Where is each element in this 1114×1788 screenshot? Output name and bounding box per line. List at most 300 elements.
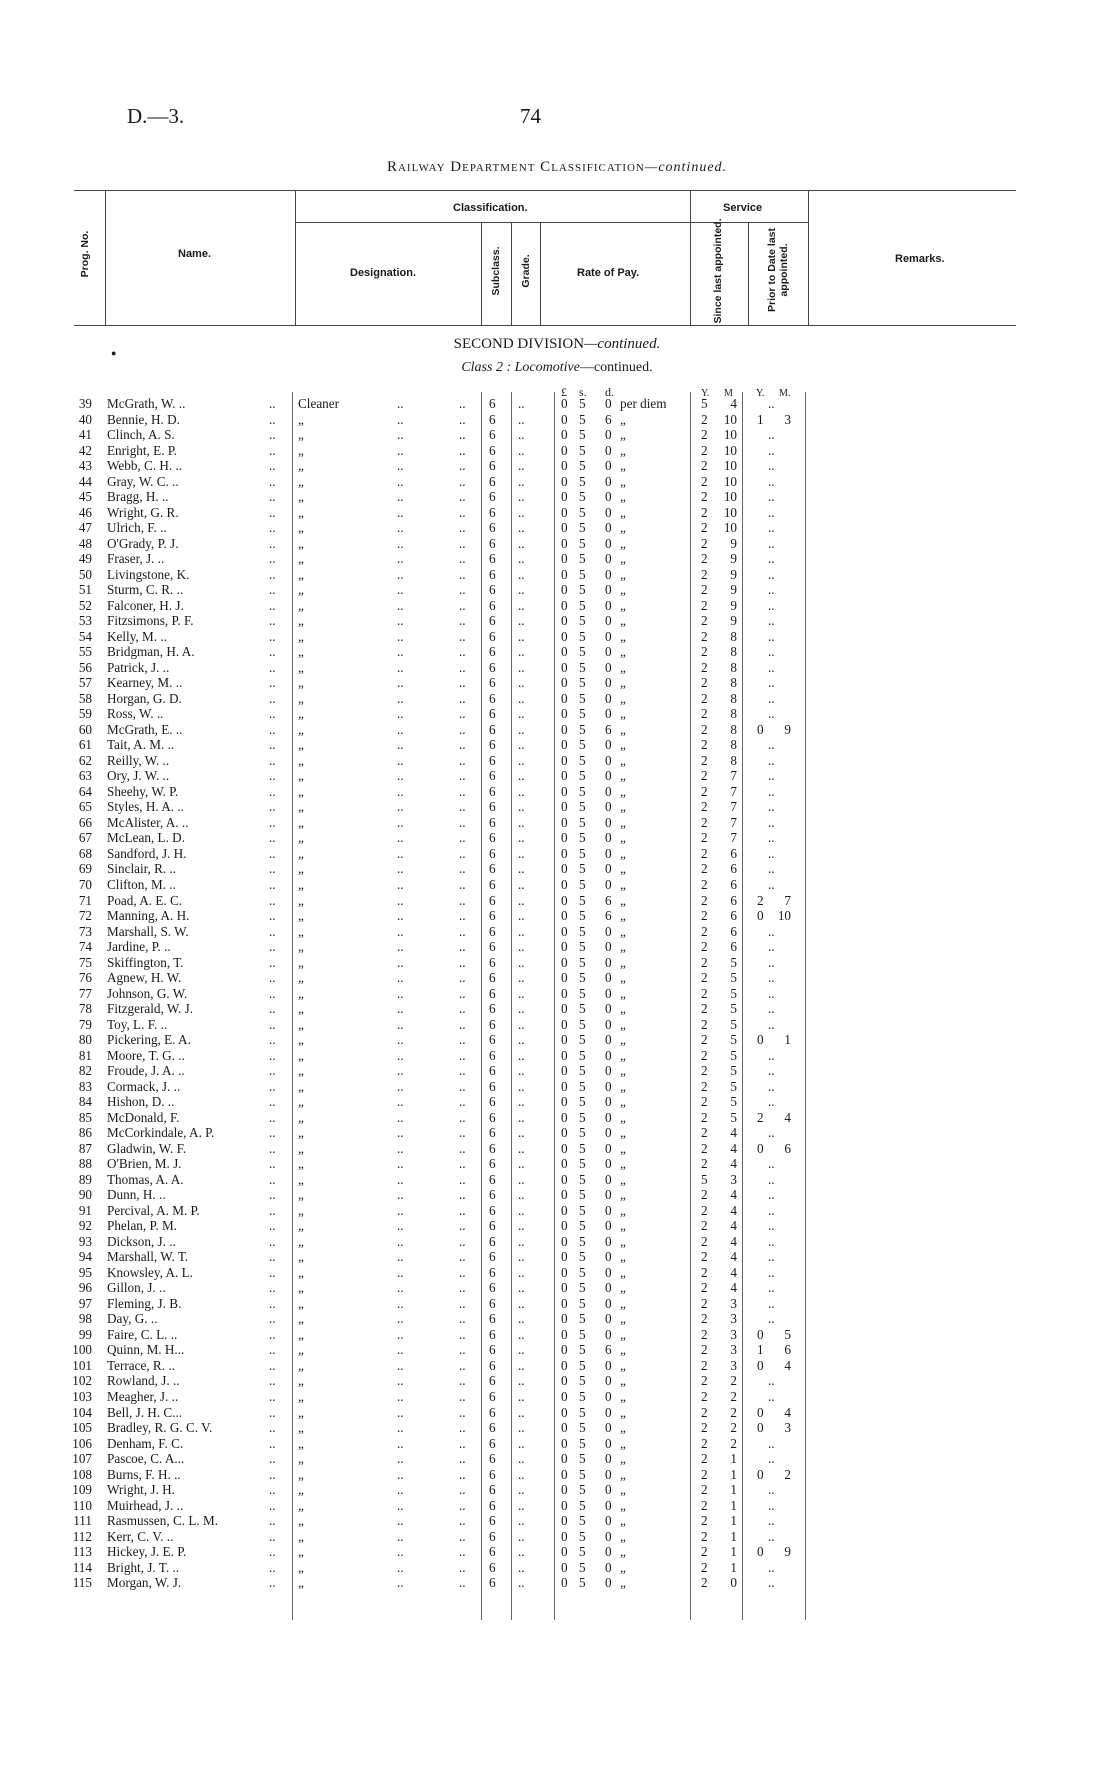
rate-shillings: 5 — [579, 1187, 586, 1203]
employee-name: Bridgman, H. A. — [107, 644, 195, 660]
leader-dots: .. — [459, 1047, 466, 1063]
since-years: 2 — [701, 582, 708, 598]
leader-dots: .. — [269, 799, 276, 815]
since-years: 2 — [701, 1451, 708, 1467]
employee-name: Sandford, J. H. — [107, 845, 187, 861]
rate-pounds: 0 — [561, 923, 568, 939]
since-years: 2 — [701, 845, 708, 861]
since-years: 2 — [701, 1559, 708, 1575]
employee-name: Fitzgerald, W. J. — [107, 1001, 194, 1017]
since-years: 2 — [701, 768, 708, 784]
rate-unit: „ — [620, 1047, 626, 1063]
rate-pence: 0 — [605, 582, 612, 598]
empty-leader-dots: .. — [768, 396, 775, 411]
employee-name: Moore, T. G. .. — [107, 1047, 185, 1063]
since-months: 8 — [730, 628, 737, 644]
empty-leader-dots: .. — [768, 1094, 775, 1110]
leader-dots: .. — [518, 970, 525, 986]
col-name: Name. — [178, 248, 212, 260]
rate-pence: 0 — [605, 954, 612, 970]
since-years: 5 — [701, 396, 708, 411]
rate-unit: „ — [620, 1528, 626, 1544]
subclass: 6 — [489, 644, 496, 660]
designation: „ — [298, 659, 304, 675]
leader-dots: .. — [459, 659, 466, 675]
leader-dots: .. — [518, 628, 525, 644]
leader-dots: .. — [459, 814, 466, 830]
since-years: 2 — [701, 1001, 708, 1017]
prog-number: 74 — [78, 939, 92, 955]
leader-dots: .. — [397, 1171, 404, 1187]
leader-dots: .. — [397, 473, 404, 489]
subclass: 6 — [489, 970, 496, 986]
empty-leader-dots: .. — [768, 535, 775, 551]
leader-dots: .. — [518, 535, 525, 551]
rate-pence: 0 — [605, 1280, 612, 1296]
since-years: 2 — [701, 1342, 708, 1358]
rate-pence: 0 — [605, 675, 612, 691]
employee-name: Quinn, M. H... — [107, 1342, 185, 1358]
leader-dots: .. — [459, 675, 466, 691]
subclass: 6 — [489, 985, 496, 1001]
table-row — [0, 1001, 1114, 1017]
since-months: 9 — [730, 551, 737, 567]
prog-number: 88 — [78, 1156, 92, 1172]
subclass: 6 — [489, 1016, 496, 1032]
leader-dots: .. — [518, 1326, 525, 1342]
designation: „ — [298, 721, 304, 737]
subclass: 6 — [489, 1482, 496, 1498]
leader-dots: .. — [518, 1109, 525, 1125]
since-months: 4 — [730, 1249, 737, 1265]
rate-pence: 0 — [605, 799, 612, 815]
since-months: 10 — [723, 473, 737, 489]
prog-number: 65 — [78, 799, 92, 815]
leader-dots: .. — [518, 1016, 525, 1032]
subclass: 6 — [489, 1295, 496, 1311]
rate-pence: 0 — [605, 768, 612, 784]
leader-dots: .. — [518, 1233, 525, 1249]
leader-dots: .. — [269, 1404, 276, 1420]
rate-shillings: 5 — [579, 861, 586, 877]
subclass: 6 — [489, 1001, 496, 1017]
rate-pence: 0 — [605, 1326, 612, 1342]
rate-pounds: 0 — [561, 954, 568, 970]
rate-pounds: 0 — [561, 970, 568, 986]
rate-pounds: 0 — [561, 737, 568, 753]
since-years: 2 — [701, 737, 708, 753]
header-divider — [690, 190, 691, 325]
rate-pounds: 0 — [561, 1295, 568, 1311]
rate-pence: 0 — [605, 1435, 612, 1451]
rate-unit: „ — [620, 1389, 626, 1404]
leader-dots: .. — [269, 1528, 276, 1544]
leader-dots: .. — [397, 1482, 404, 1498]
leader-dots: .. — [518, 489, 525, 505]
leader-dots: .. — [459, 1001, 466, 1017]
rate-shillings: 5 — [579, 458, 586, 474]
leader-dots: .. — [397, 1513, 404, 1529]
subclass: 6 — [489, 628, 496, 644]
rate-unit: „ — [620, 1280, 626, 1296]
subclass: 6 — [489, 892, 496, 908]
designation: „ — [298, 892, 304, 908]
employee-name: Jardine, P. .. — [107, 939, 171, 955]
designation: „ — [298, 737, 304, 753]
since-months: 9 — [730, 582, 737, 598]
employee-name: Agnew, H. W. — [107, 970, 182, 986]
employee-name: Gray, W. C. .. — [107, 473, 179, 489]
subclass: 6 — [489, 876, 496, 892]
header-divider — [481, 222, 482, 325]
employee-name: Ross, W. .. — [107, 706, 164, 722]
leader-dots: .. — [459, 458, 466, 474]
rate-shillings: 5 — [579, 659, 586, 675]
since-years: 2 — [701, 923, 708, 939]
since-years: 2 — [701, 970, 708, 986]
empty-leader-dots: .. — [768, 1218, 775, 1234]
empty-leader-dots: .. — [768, 845, 775, 861]
leader-dots: .. — [518, 1404, 525, 1420]
leader-dots: .. — [269, 1078, 276, 1094]
leader-dots: .. — [269, 690, 276, 706]
rate-unit: „ — [620, 752, 626, 768]
table-row — [0, 846, 1114, 862]
subclass: 6 — [489, 1404, 496, 1420]
col-prog-no: Prog. No. — [79, 230, 91, 278]
table-row — [0, 1389, 1114, 1405]
since-months: 5 — [730, 1094, 737, 1110]
rate-unit: „ — [620, 597, 626, 613]
rate-shillings: 5 — [579, 923, 586, 939]
prog-number: 68 — [78, 845, 92, 861]
table-row — [0, 1079, 1114, 1095]
table-row — [0, 784, 1114, 800]
since-months: 10 — [723, 520, 737, 536]
designation: „ — [298, 427, 304, 443]
rate-shillings: 5 — [579, 737, 586, 753]
rate-pence: 0 — [605, 535, 612, 551]
rate-shillings: 5 — [579, 1140, 586, 1156]
prog-number: 59 — [78, 706, 92, 722]
empty-leader-dots: .. — [768, 1311, 775, 1327]
leader-dots: .. — [397, 1575, 404, 1591]
rate-shillings: 5 — [579, 675, 586, 691]
rate-unit: „ — [620, 1559, 626, 1575]
empty-leader-dots: .. — [768, 1295, 775, 1311]
leader-dots: .. — [397, 427, 404, 443]
since-months: 6 — [730, 939, 737, 955]
empty-leader-dots: .. — [768, 1373, 775, 1389]
table-row — [0, 1544, 1114, 1560]
designation: „ — [298, 1047, 304, 1063]
designation: Cleaner — [298, 396, 340, 411]
header-top-rule — [74, 190, 1016, 191]
rate-pence: 0 — [605, 1016, 612, 1032]
subclass: 6 — [489, 1357, 496, 1373]
prog-number: 72 — [78, 908, 92, 924]
leader-dots: .. — [397, 675, 404, 691]
prior-months: 6 — [784, 1140, 791, 1156]
leader-dots: .. — [397, 1295, 404, 1311]
leader-dots: .. — [459, 442, 466, 458]
rate-shillings: 5 — [579, 1233, 586, 1249]
col-remarks: Remarks. — [895, 253, 945, 265]
rate-pence: 0 — [605, 1264, 612, 1280]
rate-pence: 0 — [605, 970, 612, 986]
table-row — [0, 1265, 1114, 1281]
rate-shillings: 5 — [579, 1295, 586, 1311]
division-label: SECOND DIVISION — [453, 336, 585, 352]
leader-dots: .. — [459, 1389, 466, 1404]
prior-years: 0 — [757, 1326, 764, 1342]
rate-unit: „ — [620, 1544, 626, 1560]
subclass: 6 — [489, 1094, 496, 1110]
leader-dots: .. — [397, 1032, 404, 1048]
table-row — [0, 1358, 1114, 1374]
prog-number: 64 — [78, 783, 92, 799]
rate-pounds: 0 — [561, 1171, 568, 1187]
since-years: 2 — [701, 551, 708, 567]
rate-pounds: 0 — [561, 659, 568, 675]
prog-number: 95 — [78, 1264, 92, 1280]
since-years: 2 — [701, 1078, 708, 1094]
leader-dots: .. — [269, 1342, 276, 1358]
leader-dots: .. — [269, 613, 276, 629]
employee-name: Skiffington, T. — [107, 954, 184, 970]
rate-pounds: 0 — [561, 1078, 568, 1094]
rate-pounds: 0 — [561, 1342, 568, 1358]
designation: „ — [298, 1249, 304, 1265]
leader-dots: .. — [269, 1389, 276, 1404]
prog-number: 105 — [72, 1420, 92, 1436]
designation: „ — [298, 1482, 304, 1498]
designation: „ — [298, 644, 304, 660]
rate-shillings: 5 — [579, 783, 586, 799]
prog-number: 51 — [78, 582, 92, 598]
leader-dots: .. — [459, 1063, 466, 1079]
rate-unit: „ — [620, 442, 626, 458]
rate-shillings: 5 — [579, 1001, 586, 1017]
rate-unit: „ — [620, 799, 626, 815]
subclass: 6 — [489, 1063, 496, 1079]
subclass: 6 — [489, 721, 496, 737]
table-row — [0, 1451, 1114, 1467]
table-row — [0, 1420, 1114, 1436]
prog-number: 104 — [72, 1404, 92, 1420]
prior-years: 0 — [757, 721, 764, 737]
rate-pence: 0 — [605, 830, 612, 846]
leader-dots: .. — [397, 1357, 404, 1373]
rate-pence: 0 — [605, 814, 612, 830]
leader-dots: .. — [269, 1156, 276, 1172]
rate-shillings: 5 — [579, 970, 586, 986]
since-years: 2 — [701, 427, 708, 443]
leader-dots: .. — [269, 396, 276, 411]
empty-leader-dots: .. — [768, 458, 775, 474]
empty-leader-dots: .. — [768, 597, 775, 613]
leader-dots: .. — [269, 1466, 276, 1482]
since-months: 6 — [730, 892, 737, 908]
rate-pence: 0 — [605, 1404, 612, 1420]
header-divider — [511, 222, 512, 325]
subclass: 6 — [489, 861, 496, 877]
rate-pence: 0 — [605, 845, 612, 861]
unit-since-years: Y. — [701, 388, 710, 399]
table-row — [0, 768, 1114, 784]
rate-unit: „ — [620, 504, 626, 520]
empty-leader-dots: .. — [768, 1063, 775, 1079]
empty-leader-dots: .. — [768, 752, 775, 768]
prog-number: 66 — [78, 814, 92, 830]
since-months: 3 — [730, 1326, 737, 1342]
designation: „ — [298, 1513, 304, 1529]
rate-unit: per diem — [620, 396, 667, 411]
rate-shillings: 5 — [579, 520, 586, 536]
rate-pence: 0 — [605, 1140, 612, 1156]
rate-pence: 6 — [605, 908, 612, 924]
rate-shillings: 5 — [579, 1373, 586, 1389]
employee-name: Terrace, R. .. — [107, 1357, 175, 1373]
prog-number: 97 — [78, 1295, 92, 1311]
prog-number: 110 — [72, 1497, 92, 1513]
leader-dots: .. — [459, 1264, 466, 1280]
prior-months: 4 — [784, 1404, 791, 1420]
rate-pence: 6 — [605, 721, 612, 737]
rate-pence: 0 — [605, 628, 612, 644]
since-years: 2 — [701, 1373, 708, 1389]
leader-dots: .. — [269, 1451, 276, 1467]
rate-pounds: 0 — [561, 597, 568, 613]
rate-pounds: 0 — [561, 1218, 568, 1234]
employee-name: Wright, J. H. — [107, 1482, 175, 1498]
header-bottom-rule — [74, 325, 1016, 326]
leader-dots: .. — [518, 892, 525, 908]
rate-pounds: 0 — [561, 1575, 568, 1591]
employee-name: Ulrich, F. .. — [107, 520, 167, 536]
since-years: 2 — [701, 1187, 708, 1203]
leader-dots: .. — [269, 427, 276, 443]
leader-dots: .. — [269, 504, 276, 520]
subclass: 6 — [489, 923, 496, 939]
prog-number: 42 — [78, 442, 92, 458]
leader-dots: .. — [269, 1482, 276, 1498]
rate-unit: „ — [620, 1233, 626, 1249]
designation: „ — [298, 1435, 304, 1451]
since-months: 1 — [730, 1497, 737, 1513]
subclass: 6 — [489, 613, 496, 629]
table-row — [0, 1560, 1114, 1576]
designation: „ — [298, 783, 304, 799]
rate-shillings: 5 — [579, 690, 586, 706]
leader-dots: .. — [518, 1156, 525, 1172]
rate-shillings: 5 — [579, 1280, 586, 1296]
leader-dots: .. — [397, 1156, 404, 1172]
leader-dots: .. — [518, 520, 525, 536]
since-months: 1 — [730, 1482, 737, 1498]
designation: „ — [298, 473, 304, 489]
since-months: 8 — [730, 675, 737, 691]
rate-pence: 0 — [605, 458, 612, 474]
rate-pence: 0 — [605, 1559, 612, 1575]
leader-dots: .. — [459, 908, 466, 924]
leader-dots: .. — [518, 1357, 525, 1373]
prior-months: 1 — [784, 1032, 791, 1048]
prog-number: 63 — [78, 768, 92, 784]
table-row — [0, 722, 1114, 738]
table-row — [0, 427, 1114, 443]
leader-dots: .. — [518, 1451, 525, 1467]
since-months: 3 — [730, 1357, 737, 1373]
leader-dots: .. — [269, 1218, 276, 1234]
leader-dots: .. — [397, 1218, 404, 1234]
rate-pence: 0 — [605, 396, 612, 411]
rate-pence: 0 — [605, 706, 612, 722]
empty-leader-dots: .. — [768, 783, 775, 799]
leader-dots: .. — [269, 1032, 276, 1048]
since-months: 9 — [730, 613, 737, 629]
since-months: 8 — [730, 721, 737, 737]
rate-pence: 0 — [605, 861, 612, 877]
leader-dots: .. — [459, 1078, 466, 1094]
leader-dots: .. — [518, 737, 525, 753]
designation: „ — [298, 504, 304, 520]
prog-number: 61 — [78, 737, 92, 753]
leader-dots: .. — [459, 411, 466, 427]
leader-dots: .. — [459, 1482, 466, 1498]
leader-dots: .. — [397, 768, 404, 784]
rate-unit: „ — [620, 737, 626, 753]
subclass: 6 — [489, 411, 496, 427]
employee-name: O'Brien, M. J. — [107, 1156, 182, 1172]
leader-dots: .. — [397, 1497, 404, 1513]
leader-dots: .. — [459, 690, 466, 706]
since-years: 2 — [701, 458, 708, 474]
leader-dots: .. — [269, 768, 276, 784]
subclass: 6 — [489, 504, 496, 520]
employee-name: McGrath, E. .. — [107, 721, 183, 737]
designation: „ — [298, 1264, 304, 1280]
rate-shillings: 5 — [579, 489, 586, 505]
leader-dots: .. — [518, 427, 525, 443]
rate-unit: „ — [620, 535, 626, 551]
prior-years: 0 — [757, 1544, 764, 1560]
designation: „ — [298, 1404, 304, 1420]
table-row — [0, 1048, 1114, 1064]
leader-dots: .. — [459, 1187, 466, 1203]
rate-pounds: 0 — [561, 1047, 568, 1063]
rate-pounds: 0 — [561, 1420, 568, 1436]
since-years: 2 — [701, 1202, 708, 1218]
since-years: 2 — [701, 1420, 708, 1436]
leader-dots: .. — [269, 473, 276, 489]
leader-dots: .. — [459, 1559, 466, 1575]
rate-unit: „ — [620, 830, 626, 846]
prog-number: 92 — [78, 1218, 92, 1234]
leader-dots: .. — [459, 1497, 466, 1513]
leader-dots: .. — [459, 1156, 466, 1172]
leader-dots: .. — [459, 1125, 466, 1141]
designation: „ — [298, 1032, 304, 1048]
rate-pence: 0 — [605, 1528, 612, 1544]
empty-leader-dots: .. — [768, 737, 775, 753]
leader-dots: .. — [518, 1482, 525, 1498]
table-row — [0, 1218, 1114, 1234]
employee-name: Meagher, J. .. — [107, 1389, 179, 1404]
leader-dots: .. — [518, 908, 525, 924]
designation: „ — [298, 1218, 304, 1234]
rate-pounds: 0 — [561, 613, 568, 629]
